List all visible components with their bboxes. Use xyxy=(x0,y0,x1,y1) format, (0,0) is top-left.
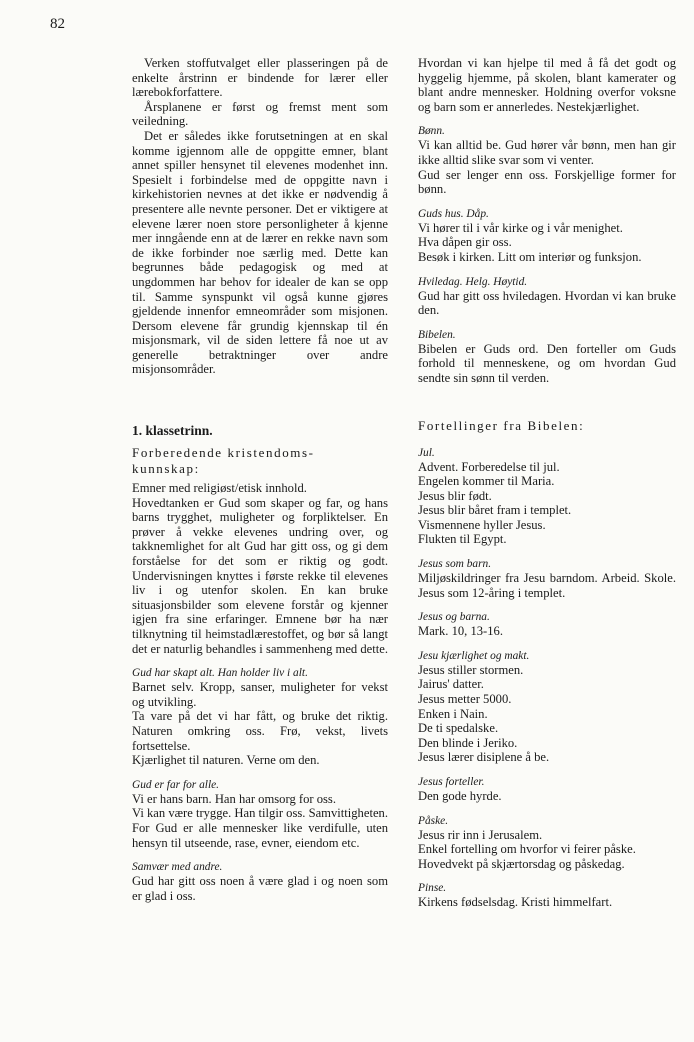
subject-heading: Forberedende kristendoms-kunnskap: xyxy=(132,445,315,477)
section xyxy=(418,610,676,639)
section-line: Ta vare på det vi har fått, og bruke det riktig. Naturen omkring oss. Frø, vekst, livets fortsettelse. xyxy=(132,709,388,753)
section-line: Besøk i kirken. Litt om interiør og funksjon. xyxy=(418,249,642,264)
section-line: Jesus stiller stormen. xyxy=(418,662,524,677)
section-line: Mark. 10, 13-16. xyxy=(418,624,503,639)
section xyxy=(132,860,388,903)
grade-text xyxy=(132,481,388,656)
section-title: Hviledag. Helg. Høytid. xyxy=(418,275,528,288)
section-title: Jesus som barn. xyxy=(418,558,492,571)
section-line: De ti spedalske. xyxy=(418,721,499,736)
section-line: Hovedvekt på skjærtorsdag og påskedag. xyxy=(418,856,625,871)
section xyxy=(418,881,676,910)
section-line: Kirkens fødselsdag. Kristi himmelfart. xyxy=(418,895,613,910)
section-title: Pinse. xyxy=(418,882,447,895)
section xyxy=(418,124,676,196)
section-line: Bibelen er Guds ord. Den forteller om Guds forhold til menneskene, og om hvordan Gud sendte sin sønn til verden. xyxy=(418,341,676,385)
section-line: Miljøskildringer fra Jesu barndom. Arbeid. Skole. Jesus som 12-åring i templet. xyxy=(418,571,676,600)
section-title: Jesus forteller. xyxy=(418,776,485,788)
section-title: Samvær med andre. xyxy=(132,861,223,874)
section-title: Bibelen. xyxy=(418,328,456,341)
section-line: Jesus blir båret fram i templet. xyxy=(418,503,572,518)
section-line: Advent. Forberedelse til jul. xyxy=(418,459,560,474)
section xyxy=(418,814,676,872)
grade-heading: 1. klassetrinn. xyxy=(132,423,213,439)
section xyxy=(418,446,676,548)
section-line: Den gode hyrde. xyxy=(418,789,502,803)
section-title: Bønn. xyxy=(418,125,445,138)
section xyxy=(132,666,388,768)
right-column xyxy=(418,56,676,920)
text-line: Emner med religiøst/etisk innhold. xyxy=(132,481,307,496)
section-line: Vi hører til i vår kirke og i vår menighet. xyxy=(418,220,623,235)
section-line: Vi kan alltid be. Gud hører vår bønn, men han gir ikke alltid slike svar som vi venter. xyxy=(418,138,676,167)
section-title: Jesus og barna. xyxy=(418,611,490,624)
section-line: Gud ser lenger enn oss. Forskjellige former for bønn. xyxy=(418,167,676,197)
section-line: Jesus rir inn i Jerusalem. xyxy=(418,827,543,842)
section-line: Barnet selv. Kropp, sanser, muligheter for vekst og utvikling. xyxy=(132,680,388,709)
section xyxy=(418,557,676,600)
section xyxy=(418,207,676,265)
section-line: Vi er hans barn. Han har omsorg for oss. xyxy=(132,791,336,806)
section-title: Gud er far for alle. xyxy=(132,778,220,791)
section-line: Engelen kommer til Maria. xyxy=(418,474,555,489)
section-line: Enkel fortelling om hvorfor vi feirer påske. xyxy=(418,842,636,857)
section-title: Gud har skapt alt. Han holder liv i alt. xyxy=(132,667,308,680)
section-line: Gud har gitt oss hviledagen. Hvordan vi kan bruke den. xyxy=(418,288,676,318)
page-number: 82 xyxy=(50,16,65,32)
text-paragraph: Hvordan vi kan hjelpe til med å få det godt og hyggelig hjemme, på skolen, blant kamerater og blant andre mennesker. Holdning overfor voksne og barn som er annerledes. Nestekjærlighet. xyxy=(418,56,676,114)
intro-paragraph: Verken stoffutvalget eller plasseringen på de enkelte årstrinn er bindende for lærer eller lærebokforfattere. xyxy=(132,56,388,100)
section-line: Vismennene hyller Jesus. xyxy=(418,517,546,532)
section xyxy=(418,775,676,804)
section xyxy=(418,328,676,386)
left-column xyxy=(132,56,388,913)
section-line: Enken i Nain. xyxy=(418,706,488,721)
bible-heading: Fortellinger fra Bibelen: xyxy=(418,417,585,433)
text-paragraph: Hovedtanken er Gud som skaper og far, og hans barns trygghet, muligheter og forpliktelser. En prøver å vekke elevenes undring over, og takknemlighet for alt Gud har gitt oss, og gi dem forståelse for det som er riktig og godt. Undervisningen knyttes i første rekke til elevenes liv i og utenfor skolen. En kan bruke situasjonsbilder som elevene forstår og kjenner igjen fra sine erfaringer. Emnene bør ha nær tilknytning til heimstadlærestoffet, og bør så langt det er naturlig behandles i sammenheng med dette. xyxy=(132,495,388,656)
section xyxy=(418,275,676,318)
section-title: Guds hus. Dåp. xyxy=(418,207,489,220)
section-line: Hva dåpen gir oss. xyxy=(418,235,512,250)
section-line: Vi kan være trygge. Han tilgir oss. Samvittigheten. xyxy=(132,806,388,821)
intro-paragraph: Årsplanene er først og fremst ment som veiledning. xyxy=(132,99,388,129)
section-title: Jesu kjærlighet og makt. xyxy=(418,649,530,662)
section xyxy=(418,649,676,765)
section xyxy=(132,778,388,850)
section-title: Jul. xyxy=(418,446,435,459)
section-line: Jairus' datter. xyxy=(418,677,484,692)
section-title: Påske. xyxy=(418,814,449,827)
section-line: Jesus metter 5000. xyxy=(418,692,512,707)
intro-paragraph: Det er således ikke forutsetningen at en skal komme igjennom alle de oppgitte emner, blant annet spiller hensynet til elevenes modenhet inn. Spesielt i forbindelse med de oppgitte navn i kirkehistorien nevnes at det ikke er nødvendig å presentere alle nevnte personer. Det er viktigere at elevene lærer noen store personligheter å kjenne mer inngående enn at de lærer en rekke navn som de ikke forbinder noe særlig med. Dette kan begrunnes både pedagogisk og med at ungdommen har behov for idealer de kan se opp til. Samme synspunkt vil også kunne gjøres gjeldende innenfor emneområder som misjonen. Dersom elevene får grundig kjennskap til én misjonsmark, vil de siden lettere få noe ut av generelle betraktninger over andre misjonsområder. xyxy=(132,128,388,377)
section-line: Flukten til Egypt. xyxy=(418,532,507,547)
section-line: Jesus lærer disiplene å be. xyxy=(418,750,550,765)
section-line: Jesus blir født. xyxy=(418,488,492,503)
section-line: For Gud er alle mennesker like verdifulle, uten hensyn til utseende, rase, evner, eiendom etc. xyxy=(132,820,388,850)
section-line: Kjærlighet til naturen. Verne om den. xyxy=(132,753,320,768)
intro-block xyxy=(132,56,388,377)
top-text xyxy=(418,56,676,114)
section-line: Gud har gitt oss noen å være glad i og noen som er glad i oss. xyxy=(132,874,388,903)
section-line: Den blinde i Jeriko. xyxy=(418,735,518,750)
